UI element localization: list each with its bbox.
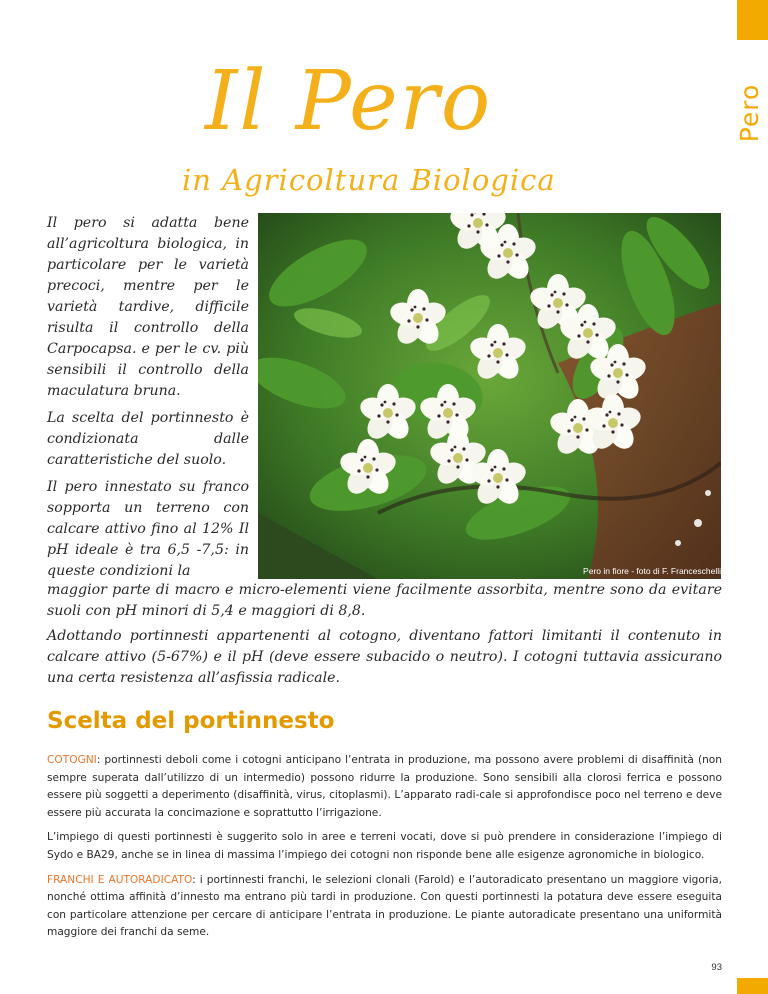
continuation-paragraph-2: Adottando portinnesti appartenenti al cotogno, diventano fattori limitanti il contenuto in calcare attivo (5-67%) e il pH (deve essere subacido o neutro). I cotogni tuttavia assicurano una certa resistenza all’asfissia radicale. — [47, 628, 722, 686]
intro-paragraph-2: La scelta del portinnesto è condizionata dalle caratteristiche del suolo. — [47, 410, 249, 468]
cotogni-keyword: COTOGNI — [47, 754, 97, 766]
intro-text — [47, 213, 249, 588]
franchi-keyword: FRANCHI E AUTORADICATO — [47, 873, 193, 886]
section-title: Scelta del portinnesto — [47, 708, 335, 734]
photo-caption: Pero in fiore - foto di F. Franceschelli — [583, 566, 721, 576]
page-title: Il Pero — [205, 54, 493, 149]
side-tab-label: Pero — [735, 83, 764, 143]
continuation-paragraph-1: maggior parte di macro e micro-elementi viene facilmente assorbita, mentre sono da evitare suoli con pH minori di 5,4 e maggiori di 8,8. — [47, 582, 722, 619]
cotogni-text: : portinnesti deboli come i cotogni anticipano l’entrata in produzione, ma possono avere problemi di disaffinità (non sempre superata dall’utilizzo di un intermedio) possono ridurre la produzione. Sono sensibili alla clorosi ferrica e possono essere più soggetti a deperimento (disaffinità, virus, citoplasmi). L’apparato radi-cale si approfondisce poco nel terreno e deve essere più accurata la concimazione e soprattutto l’irrigazione. — [47, 754, 722, 819]
cotogni-paragraph — [47, 752, 722, 822]
page-subtitle: in Agricoltura Biologica — [182, 163, 556, 197]
franchi-paragraph — [47, 872, 722, 942]
intro-paragraph-3: Il pero innestato su franco sopporta un terreno con calcare attivo fino al 12% Il pH ideale è tra 6,5 -7,5: in queste condizioni la — [47, 479, 249, 579]
side-tab-bottom — [737, 978, 768, 994]
page-number: 93 — [711, 962, 722, 973]
side-tab-top — [737, 0, 768, 40]
franchi-text: : i portinnesti franchi, le selezioni clonali (Farold) e l’autoradicato presentano un maggiore vigoria, nonché ottima affinità d’innesto ma entrano più tardi in produzione. Con questi portinnesti la potatura deve essere eseguita con particolare attenzione per cercare di anticipare l’entrata in produzione. Le piante autoradicate presentano una uniformità maggiore dei franchi da seme. — [47, 873, 723, 939]
continuation-text — [47, 580, 722, 693]
pear-blossom-photo — [258, 213, 721, 579]
impiego-paragraph: L’impiego di questi portinnesti è suggerito solo in aree e terreni vocati, dove si può prendere in considerazione l’impiego di Sydo e BA29, anche se in linea di massima l’impiego dei cotogni non risponde bene alle esigenze agronomiche in biologico. — [47, 831, 722, 861]
section-body — [47, 752, 722, 949]
intro-paragraph-1: Il pero si adatta bene all’agricoltura biologica, in particolare per le varietà precoci, mentre per le varietà tardive, difficile risulta il controllo della Carpocapsa. e per le cv. più sensibili il controllo della maculatura bruna. — [47, 215, 249, 399]
